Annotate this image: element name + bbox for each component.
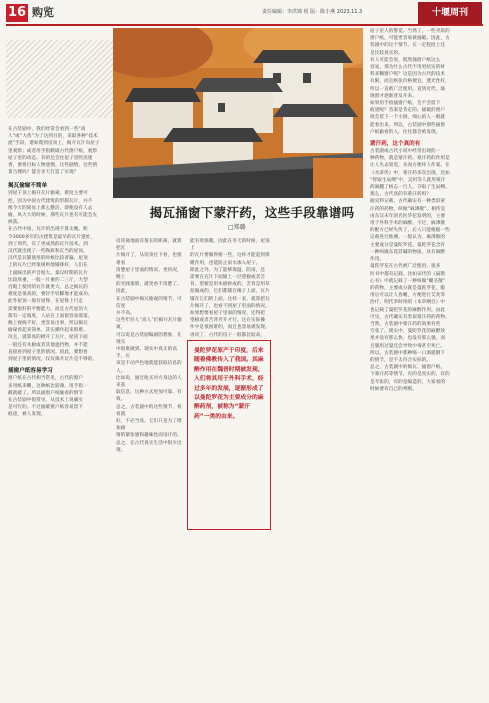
text-line: 也记载了曼陀罗花的麻醉作用。由此 <box>370 307 446 313</box>
text-line: 是可行的。不过捅破窗户纸容易留下 <box>8 405 84 411</box>
text-line: 铺在它们的上面。这样一来，就算把瓦 <box>190 296 270 302</box>
text-line: 总之，古装剧中的揭瓦、捅窗户纸、 <box>370 365 446 371</box>
text-line: 夸张了。现实中，曼陀罗花的麻醉效 <box>370 329 446 335</box>
text-line: 到屋子里的情况，仅仅揭开瓦片是不够的。 <box>8 357 98 363</box>
text-line: 作中是很困难的，而且也容易被发现。 <box>190 325 270 331</box>
text-line: 片揭开了，从房顶往下看，也很难看 <box>116 253 182 266</box>
column-4 <box>370 28 482 393</box>
text-line: 用后可以让人昏睡，方便进行艾灸等 <box>370 293 446 299</box>
text-line: 多用纸来糊，这种纸比较薄，用手指一 <box>8 383 88 389</box>
text-line: 的瓦片要做得密一些，这样才能起到保 <box>190 253 270 259</box>
text-line: 主要成分是曼陀罗花，曼陀罗花含有 <box>370 242 446 248</box>
header-rule <box>6 24 483 26</box>
text-line: 都有一定坡度，人站在上面很容易滑落。 <box>8 313 93 319</box>
text-line: 偷窥看起来简单，其实操作起来很难。 <box>8 328 88 334</box>
text-line: 纸会留下一个小洞，细心的人一眼就 <box>370 115 446 121</box>
text-line: 一种叫做东莨菪碱的物质，具有麻醉 <box>370 249 446 255</box>
text-line: 掉落。 <box>8 220 23 226</box>
text-line: 当然，古装剧中蒙汗药的效果有些 <box>370 321 441 327</box>
text-line: 需要在瓦片下面铺上一层望板或者苫 <box>190 275 266 281</box>
text-line: 好，不必当真。它们只是为了增加剧 <box>116 419 182 432</box>
text-line: 有限，而且纸张价格便宜、透光性好， <box>370 79 450 85</box>
text-line: 记载进行推测。一般认为，麻沸散的 <box>370 235 446 241</box>
section-1-text <box>8 190 112 363</box>
text-line: 痕迹，被人发现。 <box>8 412 46 418</box>
text-line: 中很难做到。现实中真正的高手，应 <box>116 347 178 360</box>
text-line: 的药物，主要成分就是曼陀罗花，服 <box>370 285 446 291</box>
text-line: 香，要将目标人物迷倒。这些剧情，这些情 <box>8 163 98 169</box>
text-line: 清楚屋子里面的情况。更何况，晚上 <box>116 267 182 281</box>
decorative-hatch <box>6 40 113 118</box>
text-line: 望板或者苫背弄开才行。这在实际操 <box>190 318 266 324</box>
text-line: 到屋子顶上揭开瓦片偷窥，难度主要可 <box>8 191 88 197</box>
text-line: 房顶离地面有很长的距离，就算把瓦 <box>116 239 182 252</box>
text-line: 医书中都有记载。比如宋代的《扁鹊 <box>370 271 446 277</box>
text-line: 一般还有木板或者其他遮挡物，并不能 <box>8 342 88 348</box>
text-line: 曼陀罗花在古代被广泛使用，很多 <box>370 264 441 270</box>
text-line: 上面踩出的声音很大。秦汉时期的瓦片 <box>8 270 88 276</box>
text-line: 那么，古代真的有蒙汗药吗？ <box>370 192 432 198</box>
text-line: 窗户纸在古代相当常见，古代的窗户 <box>8 376 84 382</box>
column-4a-text <box>370 28 482 136</box>
subheading-3: 蒙汗药，这个真的有 <box>370 141 421 148</box>
text-line: 并不高。 <box>116 311 135 317</box>
publication-brand: 十堰周刊 <box>418 2 482 24</box>
text-line: 装剧中的这个情节，在一定程度上还 <box>370 43 446 49</box>
village-photo <box>113 28 363 198</box>
text-line: 控，因为中国古代建筑的形制瓦片，并不 <box>8 198 93 204</box>
text-line: 偷，风大大的时候，那些瓦片也有可能会先 <box>8 213 98 219</box>
text-line: 需要很好的平衡能力。而且古代屋顶大 <box>8 306 88 312</box>
column-2 <box>116 238 184 698</box>
section-2-text <box>8 375 112 418</box>
text-line: 比较厚重，一般一片重约二三斤，大型 <box>8 277 88 283</box>
section-title: 购览 <box>32 6 54 19</box>
text-line: 如果用手指捅窗户纸，会不会留下 <box>370 101 441 107</box>
text-line: 如果想要看屋子里面的情况，还得把 <box>190 311 266 317</box>
text-line: 在古装剧中很常见，从技术上说确实 <box>8 397 84 403</box>
text-line: 今3000多年的古建筑是最早的瓦片遗址， <box>8 234 96 240</box>
intro-paragraph <box>8 126 112 176</box>
callout-text: 曼陀罗花原产于印度，后来随着佛教传入了我国。其麻醉作用在魏晋时期被发现，人们将其用于外科手术，经过多年的发展，逐渐形成了以曼陀罗花为主要成分的麻醉药剂，被称为“蒙汗药”一类的由来。 <box>194 348 264 420</box>
text-line: 由东汉末年的名医华佗发明的，主要 <box>370 213 446 219</box>
text-line: 的光线很暗，就更看不清楚了。因此， <box>116 282 182 295</box>
text-line: 的情节，是不太符合实际的。 <box>370 357 432 363</box>
text-line: 容易，那为什么古代不用更结实的材 <box>370 65 446 71</box>
text-line: 料来糊窗户呢？这是因为古代的技术 <box>370 72 446 78</box>
text-line: 果并没有那么快，也没有那么强，而 <box>370 336 446 342</box>
text-line: 是夸张的，有的是编造的，大家看的 <box>370 379 446 385</box>
column-4b-text <box>370 148 482 393</box>
text-line: 是比较真实的。 <box>370 50 403 56</box>
text-line: 且服用过量还会导致中毒甚至死亡。 <box>370 343 446 349</box>
text-line: 窗户纸，可能更容易被捅破。因此，古 <box>370 36 450 42</box>
text-line: 汗药的药物，叫做“麻沸散”。相传是 <box>370 206 446 212</box>
text-line: 户纸偷看的人，往往都会被发现。 <box>370 129 441 135</box>
text-line: 璃窗才逐渐普及开来。 <box>370 93 417 99</box>
column-3 <box>274 238 366 698</box>
text-line: 有人可能会说，既然捅窗户纸这么 <box>370 57 441 63</box>
text-line: 直接看到屋子里的情况。因此，要想看 <box>8 349 88 355</box>
text-line: 人”或“大侠”为了达到目的，采取各种“技术 <box>8 134 98 140</box>
text-line: 心书》中就记载了一种叫做“睡圣散” <box>370 278 446 284</box>
text-line: 片揭开了，也看不到屋子里面的情况。 <box>190 303 270 309</box>
column-2b-text <box>190 238 270 338</box>
text-line: 能有效保暖。因此在冬天的时候，屋顶上 <box>190 239 270 252</box>
text-line: 像今天的简易上那么整洁，即便没有人去 <box>8 205 93 211</box>
editor-meta: 责任编辑：李洪锦 组 版：陈小燕 2023.11.3 <box>262 9 363 15</box>
text-line: 流”手段，诸如爬到房顶上，揭开瓦片向屋子 <box>8 141 100 147</box>
text-line: 古装剧或古代小说中经常出现的一 <box>370 149 441 155</box>
text-line: 此外屋顶一般有屋脊，在屋脊上行走 <box>8 299 84 305</box>
text-line: 到了周代，有了更成熟的瓦片技术。到 <box>8 241 88 247</box>
text-line: 晚上视线不好，更容易出事，所以揭瓦 <box>8 321 88 327</box>
text-line: 情的紧张感和趣味性而设计的。 <box>116 433 182 439</box>
text-line: 在古装剧中揭瓦偷窥的情节，可信度 <box>116 296 182 309</box>
text-line: 暖作用，也能防止雨水渗入屋子。 <box>190 260 261 266</box>
callout-box <box>187 340 271 530</box>
text-line: 取信息，这种方式更加可靠、有效。 <box>116 390 182 403</box>
text-line: 的配方已经失传了，后人只能根据一些 <box>370 228 450 234</box>
text-line: 治疗。明代李时珍的《本草纲目》中 <box>370 300 446 306</box>
text-line: 《水浒传》中，蒙汗药多次出现，比如 <box>370 170 450 176</box>
text-line: 该是不动声色地就能获取信息的人。 <box>116 361 182 374</box>
text-line: 作用。 <box>370 257 385 263</box>
column-2-text <box>116 238 184 454</box>
text-line: 时候要有自己的判断。 <box>370 386 417 392</box>
text-line: 用于外科手术的麻醉。不过，麻沸散 <box>370 221 446 227</box>
article-title: 揭瓦捅窗下蒙汗药，这些手段靠谱吗 <box>149 205 355 220</box>
text-line: 屋子里人的警觉。当然了，一些劣质的 <box>370 29 450 34</box>
text-line: 况且，就算真的掀开了瓦片，屋顶下面 <box>8 335 88 341</box>
text-line: 景合理吗？能否多天打造了实现？ <box>8 170 79 176</box>
text-line: 比如说，通过收买对方身边的人来获 <box>116 375 182 389</box>
text-line: 据史料记载，古代确实有一种类似蒙 <box>370 199 446 205</box>
text-line: 种药物，就是蒙汗药。蒙汗药的作用是 <box>370 156 450 162</box>
text-line: 戳就破了。所以捅窗户纸偷看的情节 <box>8 390 84 396</box>
text-line: 汉代就出现了一些陶质和瓦当的屋顶， <box>8 249 88 255</box>
text-line: 总之，在古代真实生活中很少出现。 <box>116 440 182 453</box>
text-line: 可见，古代确实有类似蒙汗药的药物。 <box>370 314 450 320</box>
column-2b <box>190 238 270 338</box>
text-line: 除此之外，为了能够保温、防雨，还 <box>190 267 266 273</box>
text-line: 背。望板是用木板拼成的，苫背是用草 <box>190 282 270 288</box>
text-line: 所以，古装剧中那种喝一口酒就倒下 <box>370 350 446 356</box>
page-number: 16 <box>7 5 27 20</box>
text-line: 痕迹呢？答案是肯定的。捅破的窗户 <box>370 108 446 114</box>
text-line: 在古代中国，瓦片的出现不算太晚。距 <box>8 227 88 233</box>
text-line: 所以一直被广泛使用。直到近代，玻 <box>370 86 446 92</box>
article-author: □郑璐 <box>228 224 246 231</box>
text-line: 屋子里的动态。有的还会往屋子里吹送迷 <box>8 155 93 161</box>
text-line: 上的瓦片已经很规则地铺排好，人们在 <box>8 263 88 269</box>
subheading-2: 捅窗户纸容易学习 <box>8 368 53 375</box>
text-line: 药麻翻了杨志一行人，夺取了生辰纲。 <box>370 185 450 191</box>
text-line: 宫殿上使用的瓦片就更大。总之揭瓦的 <box>8 285 88 291</box>
text-line: 难度是很高的，要轻手轻脚地才能成功。 <box>8 292 93 298</box>
text-line: 再说了，古代的房子一般都比较高， <box>190 332 266 338</box>
text-line: 泥做成的，它们都铺在椽子上面，瓦片 <box>190 289 270 295</box>
column-1 <box>8 126 112 419</box>
text-line: 里观察；或者用手指戳破古代窗户纸，观察 <box>8 148 98 154</box>
text-line: 让人失去知觉，从而方便坏人作案。在 <box>370 163 450 169</box>
text-line: 汉代是瓦铺使用的时候比较普遍，屋顶 <box>8 256 88 262</box>
text-line: 下蒙汗药等情节，有的是真实的，有的 <box>370 372 450 378</box>
text-line: 总之，古装剧中的这些情节，看看就 <box>116 404 182 417</box>
text-line: 能看出来。所以，古装剧中那些捅窗 <box>370 122 446 128</box>
text-line: 在古装剧中，我们经常会看到一些“高 <box>8 127 86 132</box>
text-line: “智取生辰纲”中，吴用等人就用蒙汗 <box>370 177 446 183</box>
text-line: 可以说是古装剧编剧的想象，在现实 <box>116 332 182 345</box>
subheading-1: 揭瓦偷窥不简单 <box>8 183 48 190</box>
text-line: 这些年轻人“高人”们揭开瓦片偷窥， <box>116 318 182 331</box>
